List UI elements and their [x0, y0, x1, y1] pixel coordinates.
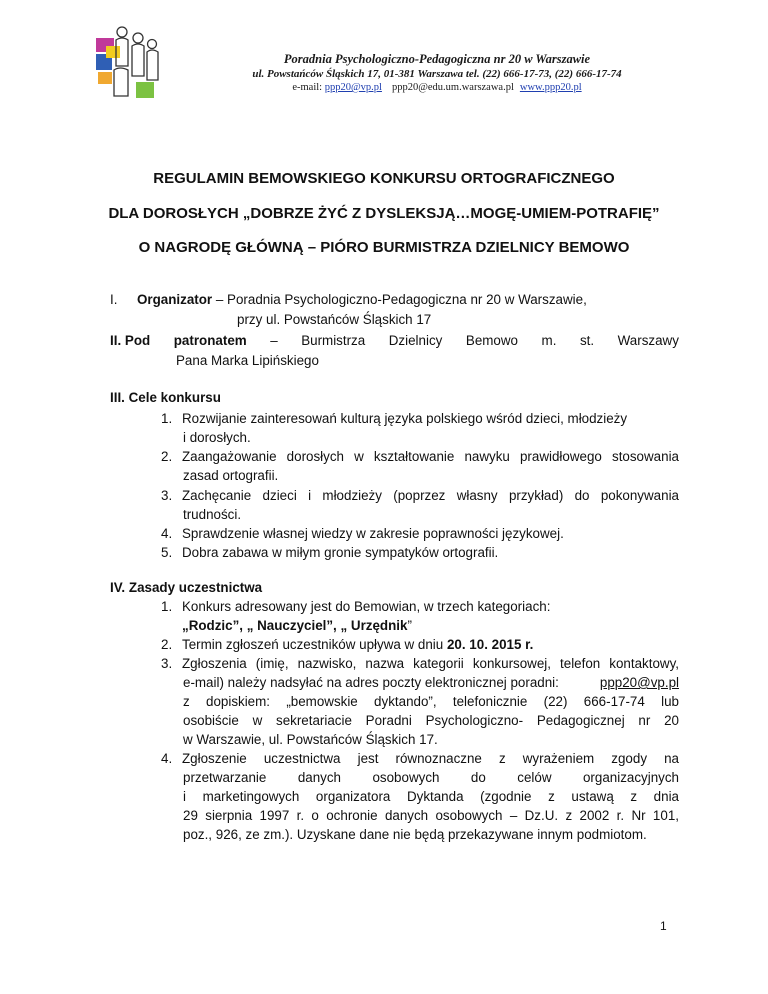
list-item-cont: osobiście w sekretariacie Poradni Psychologiczno- Pedagogicznej nr 20	[183, 713, 679, 728]
section-1-number: I.	[110, 292, 118, 307]
section-4-heading-line: IV. Zasady uczestnictwa	[110, 580, 263, 595]
section-1-heading: Organizator	[137, 292, 213, 307]
list-item-cont: poz., 926, ze zm.). Uzyskane dane nie będą przekazywane innym podmiotom.	[183, 827, 647, 842]
list-item-cont: zasad ortografii.	[183, 468, 279, 483]
list-item: Zachęcanie dzieci i młodzieży (poprzez własny przykład) do pokonywania	[182, 488, 679, 503]
section-2-word: st.	[579, 333, 595, 348]
list-item-cont: i marketingowych organizatora Dyktanda (zgodnie z ustawą z dnia	[183, 789, 679, 804]
categories: „Rodzic”, „ Nauczyciel”, „ Urzędnik	[182, 618, 408, 633]
website-link[interactable]: www.ppp20.pl	[519, 82, 582, 93]
list-item: Konkurs adresowany jest do Bemowian, w trzech kategoriach:	[182, 599, 551, 614]
section-1-line-2: przy ul. Powstańców Śląskich 17	[237, 312, 432, 327]
section-2-word: Burmistrza	[301, 333, 366, 348]
list-item: Rozwijanie zainteresowań kulturą języka polskiego wśród dzieci, młodzieży	[182, 411, 628, 426]
list-number: 1.	[161, 599, 173, 614]
email-link[interactable]: ppp20@vp.pl	[324, 82, 382, 93]
deadline-date: 20. 10. 2015 r.	[446, 637, 534, 652]
page-number: 1	[660, 919, 667, 933]
section-3-heading: Cele konkursu	[128, 390, 221, 405]
section-4-heading: Zasady uczestnictwa	[128, 580, 263, 595]
list-number: 4.	[161, 526, 173, 541]
list-item-cont: e-mail) należy nadsyłać na adres poczty elektronicznej poradni: ppp20@vp.pl	[183, 675, 679, 690]
email-label: e-mail:	[292, 82, 323, 93]
institution-name: Poradnia Psychologiczno-Pedagogiczna nr 20 w Warszawie	[283, 52, 591, 66]
section-1-text: – Poradnia Psychologiczno-Pedagogiczna nr 20 w Warszawie,	[212, 292, 587, 307]
list-item-cont: 29 sierpnia 1997 r. o ochronie danych osobowych – Dz.U. z 2002 r. Nr 101,	[183, 808, 679, 823]
section-2-heading: patronatem	[173, 333, 247, 348]
categories-line: „Rodzic”, „ Nauczyciel”, „ Urzędnik”	[182, 618, 412, 633]
list-item-cont: i dorosłych.	[183, 430, 251, 445]
section-2-number: II. Pod	[110, 333, 151, 348]
list-number: 3.	[161, 656, 173, 671]
email2-text: ppp20@edu.um.warszawa.pl	[391, 82, 514, 93]
list-number: 3.	[161, 488, 173, 503]
list-item-cont: w Warszawie, ul. Powstańców Śląskich 17.	[183, 732, 438, 747]
list-item: Zaangażowanie dorosłych w kształtowanie nawyku prawidłowego stosowania	[182, 449, 679, 464]
section-1-line	[137, 290, 587, 309]
list-number: 5.	[161, 545, 173, 560]
title-line-3: O NAGRODĘ GŁÓWNĄ – PIÓRO BURMISTRZA DZIELNICY BEMOWO	[138, 239, 630, 256]
list-number: 1.	[161, 411, 173, 426]
list-item: Zgłoszenie uczestnictwa jest równoznaczne z wyrażeniem zgody na	[182, 751, 679, 766]
section-2-line	[110, 331, 679, 350]
list-item: Zgłoszenia (imię, nazwisko, nazwa kategorii konkursowej, telefon kontaktowy,	[182, 656, 679, 671]
list-number: 2.	[161, 449, 173, 464]
list-item: Sprawdzenie własnej wiedzy w zakresie poprawności językowej.	[182, 526, 564, 541]
letterhead	[222, 52, 652, 95]
list-number: 4.	[161, 751, 173, 766]
section-2-word: Warszawy	[617, 333, 679, 348]
institution-address: ul. Powstańców Śląskich 17, 01-381 Warszawa tel. (22) 666-17-73, (22) 666-17-74	[252, 68, 622, 80]
logo-icon	[92, 26, 166, 102]
section-2-word: m.	[541, 333, 557, 348]
list-item-cont: z dopiskiem: „bemowskie dyktando”, telefonicznie (22) 666-17-74 lub	[183, 694, 679, 709]
list-item-cont: przetwarzanie danych osobowych do celów organizacyjnych	[183, 770, 679, 785]
title-line-2: DLA DOROSŁYCH „DOBRZE ŻYĆ Z DYSLEKSJĄ…MOGĘ-UMIEM-POTRAFIĘ”	[108, 205, 660, 222]
email-link[interactable]: ppp20@vp.pl	[599, 675, 679, 690]
deadline-line: Termin zgłoszeń uczestników upływa w dniu 20. 10. 2015 r.	[182, 637, 534, 652]
institution-contacts	[222, 81, 652, 95]
section-2-word: –	[270, 333, 278, 348]
title-line-1: REGULAMIN BEMOWSKIEGO KONKURSU ORTOGRAFICZNEGO	[153, 170, 615, 187]
section-2-line-2: Pana Marka Lipińskiego	[176, 353, 319, 368]
section-2-word: Dzielnicy	[388, 333, 443, 348]
list-item-cont: trudności.	[183, 507, 242, 522]
section-3-heading-line: III. Cele konkursu	[110, 390, 221, 405]
list-item: Dobra zabawa w miłym gronie sympatyków ortografii.	[182, 545, 499, 560]
list-number: 2.	[161, 637, 173, 652]
section-2-word: Bemowo	[465, 333, 518, 348]
